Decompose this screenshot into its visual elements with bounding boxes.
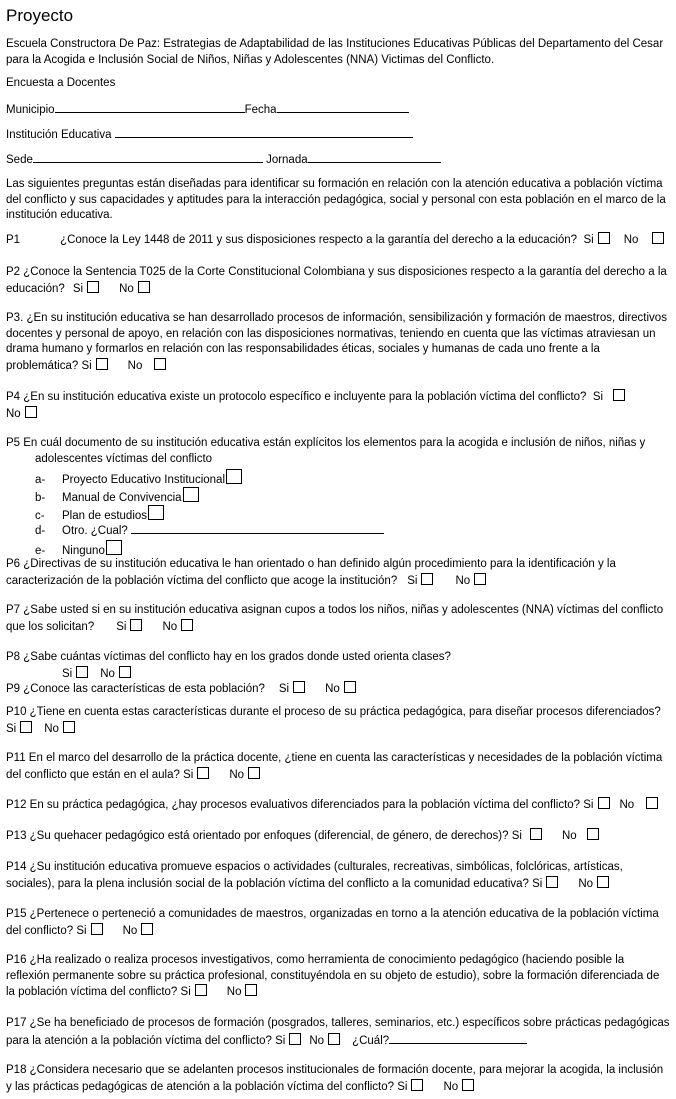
si-checkbox[interactable] xyxy=(87,281,99,293)
question-p6 xyxy=(6,557,670,589)
si-label: Si xyxy=(592,391,604,403)
question-p10 xyxy=(6,705,670,737)
p5-option-e: e- Ninguno xyxy=(35,540,122,560)
p14-text: P14 ¿Su institución educativa promueve espacios o actividades (culturales, recreativas, simbólicas, folclóricas, artísticas, sociales), para la plena inclusión social de la población víctima del conflicto a la comunidad educativa? xyxy=(6,861,623,890)
no-label: No xyxy=(619,799,635,811)
question-p8 xyxy=(6,650,670,682)
si-label: Si xyxy=(407,574,418,587)
si-label: Si xyxy=(583,799,594,811)
si-label: Si xyxy=(116,620,127,633)
no-label: No xyxy=(623,234,639,246)
si-label: Si xyxy=(81,359,92,372)
si-checkbox[interactable] xyxy=(195,984,207,996)
p16-text: P16 ¿Ha realizado o realiza procesos investigativos, como herramienta de conocimiento pedagógico (haciendo posible la reflexión permanente sobre su práctica profesional, constituyéndola en su objeto de estudio), sobre la formación diferenciada de la población víctima del conflicto? xyxy=(6,954,660,998)
no-checkbox[interactable] xyxy=(474,573,486,585)
p3-text: P3. ¿En su institución educativa se han desarrollado procesos de información, sensibilización y formación de maestros, directivos docentes y personal de apoyo, en relación con las disposiciones normativas, teniendo en cuenta que las víctimas atraviesan un drama humano y formarlos en relación con las responsabilidades éticas, sociales y humanas de cada uno frente a la problemática? xyxy=(6,312,667,372)
institucion-field[interactable] xyxy=(115,126,413,138)
no-label: No xyxy=(309,1034,325,1047)
question-p14 xyxy=(6,860,670,892)
no-checkbox[interactable] xyxy=(141,923,153,935)
si-checkbox[interactable] xyxy=(530,828,542,840)
si-checkbox[interactable] xyxy=(130,619,142,631)
no-label: No xyxy=(325,683,340,695)
no-checkbox[interactable] xyxy=(462,1079,474,1091)
question-p3 xyxy=(6,311,670,374)
question-p9 xyxy=(6,681,670,698)
sede-field[interactable] xyxy=(33,151,263,163)
p17-text: P17 ¿Se ha beneficiado de procesos de formación (posgrados, talleres, seminarios, etc.) específicos sobre prácticas pedagógicas para la atención a la población víctima del conflicto? xyxy=(6,1017,670,1047)
p12-text: P12 En su práctica pedagógica, ¿hay procesos evaluativos diferenciados para la población víctima del conflicto? xyxy=(6,799,581,811)
no-label: No xyxy=(578,877,594,890)
p7-text: P7 ¿Sabe usted si en su institución educativa asignan cupos a todos los niños, niñas y adolescentes (NNA) víctimas del conflicto que los solicitan? xyxy=(6,604,664,633)
question-p7 xyxy=(6,603,670,635)
si-label: Si xyxy=(180,986,191,998)
question-p17 xyxy=(6,1016,670,1049)
no-checkbox[interactable] xyxy=(119,666,131,678)
si-checkbox[interactable] xyxy=(91,923,103,935)
option-a-checkbox[interactable] xyxy=(226,469,242,484)
si-checkbox[interactable] xyxy=(197,767,209,779)
si-checkbox[interactable] xyxy=(289,1033,301,1045)
instructions-text: Las siguientes preguntas están diseñadas para identificar su formación en relación con la atención educativa a población víctima del conflicto y sus capacidades y aptitudes para la interacción pedagógica, social y personal con esta población en el marco de la institución educativa. xyxy=(6,178,666,221)
si-checkbox[interactable] xyxy=(421,573,433,585)
option-e-checkbox[interactable] xyxy=(106,540,122,555)
si-label: Si xyxy=(72,282,84,295)
sede-label: Sede xyxy=(6,154,33,166)
p1-text: ¿Conoce la Ley 1448 de 2011 y sus disposiciones respecto a la garantía del derecho a la educación? xyxy=(60,234,578,246)
no-checkbox[interactable] xyxy=(652,232,664,244)
no-checkbox[interactable] xyxy=(25,406,37,418)
p13-text: P13 ¿Su quehacer pedagógico está orientado por enfoques (diferencial, de género, de derechos)? xyxy=(6,830,509,842)
no-label: No xyxy=(162,620,178,633)
no-checkbox[interactable] xyxy=(328,1033,340,1045)
question-p13 xyxy=(6,828,670,845)
si-checkbox[interactable] xyxy=(598,797,610,809)
p15-text: P15 ¿Pertenece o perteneció a comunidades de maestros, organizadas en torno a la atención educativa de la población víctima del conflicto? xyxy=(6,908,659,937)
p10-text: P10 ¿Tiene en cuenta estas características durante el proceso de su práctica pedagógica, para diseñar procesos diferenciados? xyxy=(6,706,661,718)
question-p4 xyxy=(6,389,670,422)
fecha-field[interactable] xyxy=(277,101,409,113)
p5-option-c: c- Plan de estudios xyxy=(35,505,164,525)
si-checkbox[interactable] xyxy=(598,232,610,244)
p5-option-b: b- Manual de Convivencia xyxy=(35,487,199,507)
si-label: Si xyxy=(583,234,594,246)
no-checkbox[interactable] xyxy=(138,281,150,293)
project-description: Escuela Constructora De Paz: Estrategias de Adaptabilidad de las Instituciones Educativas Públicas del Departamento del Cesar para la Acogida e Inclusión Social de Niños, Niñas y Adolescentes (NNA) Victimas del Conflicto. xyxy=(6,38,664,66)
option-c-checkbox[interactable] xyxy=(148,505,164,520)
no-label: No xyxy=(229,768,245,781)
si-label: Si xyxy=(532,877,543,890)
p4-text: P4 ¿En su institución educativa existe un protocolo específico e incluyente para la población víctima del conflicto? xyxy=(6,391,587,403)
si-checkbox[interactable] xyxy=(96,358,108,370)
si-label: Si xyxy=(6,722,17,735)
jornada-label: Jornada xyxy=(266,154,308,166)
municipio-label: Municipio xyxy=(6,104,55,116)
cual-label: ¿Cuál? xyxy=(352,1034,390,1047)
page-title: Proyecto xyxy=(6,6,74,25)
question-p11 xyxy=(6,751,670,783)
p11-text: P11 En el marco del desarrollo de la práctica docente, ¿tiene en cuenta las características y necesidades de la población víctima del conflicto que están en el aula? xyxy=(6,752,663,781)
si-label: Si xyxy=(183,768,194,781)
si-label: Si xyxy=(76,924,87,937)
no-checkbox[interactable] xyxy=(587,828,599,840)
si-checkbox[interactable] xyxy=(20,721,32,733)
p18-text: P18 ¿Considera necesario que se adelanten procesos institucionales de formación docente, para mejorar la acogida, la inclusión y las prácticas pedagógicas de atención a la población víctima del conflicto? xyxy=(6,1064,664,1093)
jornada-field[interactable] xyxy=(308,151,441,163)
si-label: Si xyxy=(511,830,522,842)
no-label: No xyxy=(127,359,143,372)
no-checkbox[interactable] xyxy=(245,984,257,996)
no-label: No xyxy=(100,667,115,680)
no-label: No xyxy=(122,924,138,937)
cual-field[interactable] xyxy=(389,1032,527,1044)
no-checkbox[interactable] xyxy=(646,797,658,809)
no-checkbox[interactable] xyxy=(63,721,75,733)
question-p5 xyxy=(6,436,670,467)
p8-text: P8 ¿Sabe cuántas víctimas del conflicto hay en los grados donde usted orienta clases? xyxy=(6,651,451,663)
p5-option-d: d- Otro. ¿Cual? xyxy=(35,522,384,540)
question-p2 xyxy=(6,265,670,297)
question-p18 xyxy=(6,1063,670,1095)
si-label: Si xyxy=(278,683,290,695)
institucion-row xyxy=(6,126,670,144)
no-checkbox[interactable] xyxy=(181,619,193,631)
question-p1 xyxy=(6,232,670,249)
si-checkbox[interactable] xyxy=(76,666,88,678)
p6-text: P6 ¿Directivas de su institución educativa le han orientado o han definido algún procedimiento para la identificación y la caracterización de la población víctima del conflicto que acoge la institución? xyxy=(6,558,616,587)
institucion-label: Institución Educativa xyxy=(6,129,112,141)
no-checkbox[interactable] xyxy=(344,681,356,693)
fecha-label: Fecha xyxy=(244,104,277,116)
p1-number: P1 xyxy=(6,234,21,246)
no-label: No xyxy=(119,282,134,295)
p5-text: P5 En cuál documento de su institución educativa están explícitos los elementos para la acogida e inclusión de niños, niñas y xyxy=(6,437,646,449)
si-checkbox[interactable] xyxy=(546,876,558,888)
option-b-checkbox[interactable] xyxy=(183,487,199,502)
si-checkbox[interactable] xyxy=(411,1079,423,1091)
no-label: No xyxy=(6,407,21,420)
survey-subtitle: Encuesta a Docentes xyxy=(6,77,116,89)
p5-text-cont: adolescentes víctimas del conflicto xyxy=(35,452,213,465)
municipio-field[interactable] xyxy=(55,101,245,113)
si-label: Si xyxy=(397,1080,408,1093)
option-d-field[interactable] xyxy=(131,522,384,534)
question-p15 xyxy=(6,907,670,939)
si-checkbox[interactable] xyxy=(613,389,625,401)
no-label: No xyxy=(455,574,471,587)
sede-jornada-row xyxy=(6,151,670,169)
question-p16 xyxy=(6,953,670,1001)
p9-text: P9 ¿Conoce las características de esta población? xyxy=(6,683,265,695)
question-p12 xyxy=(6,797,670,814)
p2-text: P2 ¿Conoce la Sentencia T025 de la Corte Constitucional Colombiana y sus disposiciones respecto a la garantía del derecho a la educación? xyxy=(6,266,667,295)
si-checkbox[interactable] xyxy=(293,681,305,693)
municipio-fecha-row xyxy=(6,101,670,119)
no-checkbox[interactable] xyxy=(597,876,609,888)
no-label: No xyxy=(561,830,577,842)
si-label: Si xyxy=(62,667,73,680)
p5-option-a: a- Proyecto Educativo Institucional xyxy=(35,469,242,489)
no-label: No xyxy=(443,1080,459,1093)
no-label: No xyxy=(226,986,242,998)
no-label: No xyxy=(44,722,59,735)
si-label: Si xyxy=(275,1034,286,1047)
no-checkbox[interactable] xyxy=(248,767,260,779)
no-checkbox[interactable] xyxy=(154,358,166,370)
